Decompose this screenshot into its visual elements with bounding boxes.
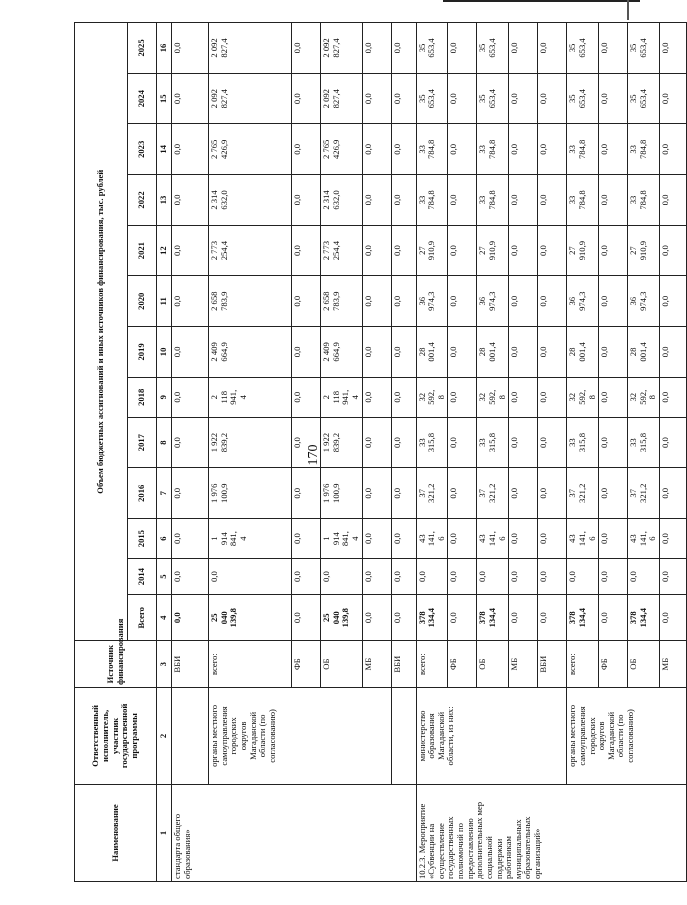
source-cell: ВБИ: [391, 641, 416, 687]
value-cell: 27 910,9: [567, 225, 599, 276]
value-cell: 2 773 254,4: [321, 225, 363, 276]
value-cell: 0,0: [448, 23, 477, 74]
value-cell: 0,0: [172, 276, 209, 327]
value-cell: 33 315,8: [416, 417, 448, 468]
value-cell: 0,0: [172, 73, 209, 124]
value-cell: 28 001,4: [416, 327, 448, 378]
value-cell: 2 658 783,9: [209, 276, 292, 327]
scan-edge-line: [443, 0, 640, 2]
value-cell: 33 784,8: [567, 175, 599, 226]
value-cell: 0,0: [599, 519, 628, 559]
value-cell: 0,0: [509, 595, 538, 641]
value-cell: 0,0: [599, 468, 628, 519]
value-cell: 35 653,4: [628, 73, 660, 124]
value-cell: 35 653,4: [477, 23, 509, 74]
value-cell: 0,0: [628, 559, 660, 595]
value-cell: 37 321,2: [416, 468, 448, 519]
value-cell: 0,0: [391, 519, 416, 559]
value-cell: 0,0: [362, 559, 391, 595]
value-cell: 0,0: [509, 124, 538, 175]
value-cell: 33 784,8: [628, 175, 660, 226]
value-cell: 0,0: [509, 377, 538, 417]
header-year-2018: 2018: [128, 377, 157, 417]
value-cell: 0,0: [599, 276, 628, 327]
value-cell: 32 592, 8: [567, 377, 599, 417]
value-cell: 33 784,8: [416, 175, 448, 226]
header-year-2022: 2022: [128, 175, 157, 226]
value-cell: 0,0: [477, 559, 509, 595]
header-column-number: 7: [157, 468, 172, 519]
value-cell: 0,0: [292, 468, 321, 519]
value-cell: 27 910,9: [416, 225, 448, 276]
value-cell: 35 653,4: [416, 23, 448, 74]
value-cell: 32 592, 8: [477, 377, 509, 417]
value-cell: 0,0: [172, 225, 209, 276]
value-cell: 1 976 100,9: [321, 468, 363, 519]
value-cell: 36 974,3: [567, 276, 599, 327]
value-cell: 0,0: [599, 595, 628, 641]
header-column-number: 5: [157, 559, 172, 595]
value-cell: 0,0: [509, 73, 538, 124]
value-cell: 0,0: [292, 519, 321, 559]
source-cell: всего:: [209, 641, 292, 687]
value-cell: 28 001,4: [477, 327, 509, 378]
value-cell: 2 765 426,9: [321, 124, 363, 175]
header-year-2016: 2016: [128, 468, 157, 519]
value-cell: 0,0: [660, 73, 687, 124]
value-cell: 0,0: [362, 276, 391, 327]
value-cell: 0,0: [292, 417, 321, 468]
value-cell: 378 134,4: [416, 595, 448, 641]
value-cell: 33 784,8: [628, 124, 660, 175]
value-cell: 378 134,4: [567, 595, 599, 641]
value-cell: 0,0: [391, 559, 416, 595]
value-cell: 2 765 426,9: [209, 124, 292, 175]
value-cell: 35 653,4: [416, 73, 448, 124]
source-cell: ОБ: [477, 641, 509, 687]
value-cell: 0,0: [660, 175, 687, 226]
value-cell: 0,0: [509, 519, 538, 559]
value-cell: 0,0: [362, 377, 391, 417]
value-cell: 0,0: [292, 124, 321, 175]
value-cell: 0,0: [538, 175, 567, 226]
value-cell: 2 314 632,0: [321, 175, 363, 226]
value-cell: 0,0: [509, 468, 538, 519]
value-cell: 35 653,4: [477, 73, 509, 124]
value-cell: 0,0: [660, 559, 687, 595]
value-cell: 0,0: [391, 73, 416, 124]
value-cell: 43 141, 6: [477, 519, 509, 559]
value-cell: 0,0: [391, 175, 416, 226]
header-column-number: 2: [157, 687, 172, 784]
header-column-number: 4: [157, 595, 172, 641]
value-cell: 0,0: [599, 417, 628, 468]
table-body: [172, 23, 687, 882]
header-column-number: 13: [157, 175, 172, 226]
value-cell: 0,0: [599, 327, 628, 378]
executor-cell: [172, 687, 209, 784]
value-cell: 2 773 254,4: [209, 225, 292, 276]
header-numbers-row: [157, 23, 172, 882]
source-cell: ФБ: [448, 641, 477, 687]
header-name: Наименование: [75, 784, 157, 881]
value-cell: 0,0: [448, 124, 477, 175]
value-cell: 0,0: [509, 417, 538, 468]
value-cell: 378 134,4: [628, 595, 660, 641]
header-column-number: 14: [157, 124, 172, 175]
value-cell: 0,0: [538, 73, 567, 124]
value-cell: 0,0: [538, 417, 567, 468]
value-cell: 0,0: [292, 73, 321, 124]
value-cell: 2 092 827,4: [321, 73, 363, 124]
value-cell: 2 092 827,4: [209, 23, 292, 74]
value-cell: 0,0: [391, 276, 416, 327]
header-year-2023: 2023: [128, 124, 157, 175]
value-cell: 0,0: [448, 327, 477, 378]
value-cell: 0,0: [448, 377, 477, 417]
value-cell: 0,0: [362, 417, 391, 468]
page-number: 170: [306, 444, 321, 466]
value-cell: 43 141, 6: [416, 519, 448, 559]
value-cell: 0,0: [362, 327, 391, 378]
value-cell: 2 409 664,9: [209, 327, 292, 378]
value-cell: 35 653,4: [628, 23, 660, 74]
value-cell: 33 784,8: [477, 175, 509, 226]
value-cell: 0,0: [538, 124, 567, 175]
value-cell: 0,0: [660, 124, 687, 175]
value-cell: 0,0: [448, 73, 477, 124]
value-cell: 0,0: [660, 276, 687, 327]
value-cell: 2 409 664,9: [321, 327, 363, 378]
value-cell: 0,0: [448, 417, 477, 468]
value-cell: 0,0: [448, 175, 477, 226]
value-cell: 0,0: [660, 377, 687, 417]
value-cell: 0,0: [538, 377, 567, 417]
value-cell: 0,0: [660, 225, 687, 276]
value-cell: 0,0: [660, 468, 687, 519]
value-cell: 0,0: [599, 377, 628, 417]
value-cell: 33 784,8: [567, 124, 599, 175]
value-cell: 36 974,3: [477, 276, 509, 327]
value-cell: 35 653,4: [567, 23, 599, 74]
value-cell: 33 784,8: [416, 124, 448, 175]
header-year-2017: 2017: [128, 417, 157, 468]
value-cell: 0,0: [391, 23, 416, 74]
value-cell: 0,0: [292, 23, 321, 74]
value-cell: 0,0: [172, 327, 209, 378]
value-cell: 0,0: [599, 175, 628, 226]
header-column-number: 11: [157, 276, 172, 327]
header-year-2014: 2014: [128, 559, 157, 595]
value-cell: 378 134,4: [477, 595, 509, 641]
source-cell: МБ: [660, 641, 687, 687]
value-cell: 0,0: [362, 124, 391, 175]
value-cell: 32 592, 8: [416, 377, 448, 417]
value-cell: 0,0: [362, 73, 391, 124]
value-cell: 0,0: [391, 327, 416, 378]
row-name-cell: стандарта общего образования»: [172, 784, 417, 881]
header-year-2025: 2025: [128, 23, 157, 74]
source-cell: всего:: [416, 641, 448, 687]
header-column-number: 3: [157, 641, 172, 687]
value-cell: 2 118 941, 4: [321, 377, 363, 417]
header-year-2015: 2015: [128, 519, 157, 559]
value-cell: 0,0: [391, 225, 416, 276]
value-cell: 0,0: [172, 23, 209, 74]
value-cell: 0,0: [509, 327, 538, 378]
value-cell: 0,0: [362, 175, 391, 226]
value-cell: 0,0: [416, 559, 448, 595]
value-cell: 28 001,4: [567, 327, 599, 378]
value-cell: 0,0: [567, 559, 599, 595]
value-cell: 37 321,2: [567, 468, 599, 519]
header-column-number: 12: [157, 225, 172, 276]
value-cell: 0,0: [660, 417, 687, 468]
value-cell: 0,0: [362, 595, 391, 641]
value-cell: 43 141, 6: [567, 519, 599, 559]
value-cell: 0,0: [391, 377, 416, 417]
value-cell: 0,0: [292, 595, 321, 641]
value-cell: 0,0: [292, 225, 321, 276]
table-row: [567, 23, 599, 882]
value-cell: 0,0: [660, 23, 687, 74]
header-year-2021: 2021: [128, 225, 157, 276]
value-cell: 2 658 783,9: [321, 276, 363, 327]
rotated-page: [74, 22, 670, 882]
source-cell: всего:: [567, 641, 599, 687]
value-cell: 0,0: [209, 559, 292, 595]
row-name-cell: 10.2.3. Мероприятие «Субвенции на осуществление государственных полномочий по предоставлению дополнительных мер социальной поддержки работникам муниципальных образовательных организаций»: [416, 784, 687, 881]
value-cell: 0,0: [599, 73, 628, 124]
value-cell: 1 922 839,2: [209, 417, 292, 468]
header-column-number: 10: [157, 327, 172, 378]
value-cell: 33 315,8: [477, 417, 509, 468]
value-cell: 0,0: [660, 327, 687, 378]
table-row: [416, 23, 448, 882]
header-source: Источник финансирования: [75, 641, 157, 687]
source-cell: ФБ: [599, 641, 628, 687]
value-cell: 0,0: [362, 468, 391, 519]
value-cell: 0,0: [321, 559, 363, 595]
header-column-number: 9: [157, 377, 172, 417]
header-year-2020: 2020: [128, 276, 157, 327]
source-cell: МБ: [509, 641, 538, 687]
value-cell: 0,0: [599, 124, 628, 175]
value-cell: 0,0: [599, 23, 628, 74]
value-cell: 2 314 632,0: [209, 175, 292, 226]
value-cell: 0,0: [391, 468, 416, 519]
value-cell: 0,0: [509, 225, 538, 276]
value-cell: 0,0: [391, 124, 416, 175]
source-cell: ФБ: [292, 641, 321, 687]
source-cell: ОБ: [628, 641, 660, 687]
value-cell: 36 974,3: [628, 276, 660, 327]
header-year-2019: 2019: [128, 327, 157, 378]
value-cell: 0,0: [172, 595, 209, 641]
value-cell: 0,0: [538, 225, 567, 276]
value-cell: 33 315,8: [567, 417, 599, 468]
header-financing: Объем бюджетных ассигнований и иных источников финансирования, тыс. рублей: [75, 23, 128, 641]
value-cell: 0,0: [448, 225, 477, 276]
value-cell: 0,0: [538, 327, 567, 378]
value-cell: 37 321,2: [628, 468, 660, 519]
source-cell: ВБИ: [538, 641, 567, 687]
value-cell: 0,0: [292, 327, 321, 378]
executor-cell: министерство образования Магаданской области, из них:: [416, 687, 567, 784]
executor-cell: органы местного самоуправления городских округов Магаданской области (по согласованию): [567, 687, 687, 784]
value-cell: 27 910,9: [628, 225, 660, 276]
value-cell: 0,0: [292, 377, 321, 417]
table-row: [209, 23, 292, 882]
value-cell: 0,0: [362, 519, 391, 559]
value-cell: 37 321,2: [477, 468, 509, 519]
value-cell: 0,0: [391, 595, 416, 641]
value-cell: 0,0: [172, 175, 209, 226]
value-cell: 0,0: [448, 595, 477, 641]
value-cell: 0,0: [538, 595, 567, 641]
table-row: [172, 23, 209, 882]
value-cell: 1 914 841, 4: [321, 519, 363, 559]
value-cell: 0,0: [391, 417, 416, 468]
value-cell: 0,0: [509, 175, 538, 226]
value-cell: 43 141, 6: [628, 519, 660, 559]
table-row: [391, 23, 416, 882]
header-column-number: 6: [157, 519, 172, 559]
source-cell: ВБИ: [172, 641, 209, 687]
header-executor: Ответственный исполнитель, участник государственной программы: [75, 687, 157, 784]
value-cell: 0,0: [172, 377, 209, 417]
header-column-number: 16: [157, 23, 172, 74]
value-cell: 2 092 827,4: [321, 23, 363, 74]
executor-cell: [391, 687, 416, 784]
value-cell: 0,0: [448, 519, 477, 559]
value-cell: 25 040 139,8: [209, 595, 292, 641]
value-cell: 35 653,4: [567, 73, 599, 124]
value-cell: 2 118 941, 4: [209, 377, 292, 417]
value-cell: 1 922 839,2: [321, 417, 363, 468]
scan-edge-mark: [627, 0, 629, 20]
value-cell: 2 092 827,4: [209, 73, 292, 124]
value-cell: 27 910,9: [477, 225, 509, 276]
value-cell: 0,0: [172, 417, 209, 468]
value-cell: 0,0: [538, 276, 567, 327]
value-cell: 0,0: [509, 23, 538, 74]
value-cell: 0,0: [362, 23, 391, 74]
header-column-number: 15: [157, 73, 172, 124]
value-cell: 36 974,3: [416, 276, 448, 327]
value-cell: 0,0: [448, 276, 477, 327]
value-cell: 0,0: [509, 559, 538, 595]
value-cell: 0,0: [660, 519, 687, 559]
value-cell: 0,0: [292, 276, 321, 327]
executor-cell: органы местного самоуправления городских округов Магаданской области (по согласованию): [209, 687, 392, 784]
value-cell: 25 040 139,8: [321, 595, 363, 641]
value-cell: 33 315,8: [628, 417, 660, 468]
value-cell: 0,0: [509, 276, 538, 327]
source-cell: ОБ: [321, 641, 363, 687]
value-cell: 0,0: [448, 559, 477, 595]
value-cell: 0,0: [362, 225, 391, 276]
value-cell: 0,0: [599, 559, 628, 595]
value-cell: 33 784,8: [477, 124, 509, 175]
value-cell: 0,0: [292, 175, 321, 226]
value-cell: 1 914 841, 4: [209, 519, 292, 559]
value-cell: 0,0: [599, 225, 628, 276]
value-cell: 0,0: [172, 468, 209, 519]
header-column-number: 8: [157, 417, 172, 468]
header-column-number: 1: [157, 784, 172, 881]
value-cell: 0,0: [172, 124, 209, 175]
value-cell: 0,0: [172, 559, 209, 595]
value-cell: 0,0: [538, 519, 567, 559]
header-year-Всего: Всего: [128, 595, 157, 641]
value-cell: 28 001,4: [628, 327, 660, 378]
source-cell: МБ: [362, 641, 391, 687]
value-cell: 0,0: [538, 559, 567, 595]
value-cell: 0,0: [538, 468, 567, 519]
value-cell: 0,0: [292, 559, 321, 595]
value-cell: 0,0: [538, 23, 567, 74]
value-cell: 0,0: [172, 519, 209, 559]
value-cell: 0,0: [448, 468, 477, 519]
value-cell: 0,0: [660, 595, 687, 641]
value-cell: 32 592, 8: [628, 377, 660, 417]
header-year-2024: 2024: [128, 73, 157, 124]
financing-table: [74, 22, 687, 882]
value-cell: 1 976 100,9: [209, 468, 292, 519]
